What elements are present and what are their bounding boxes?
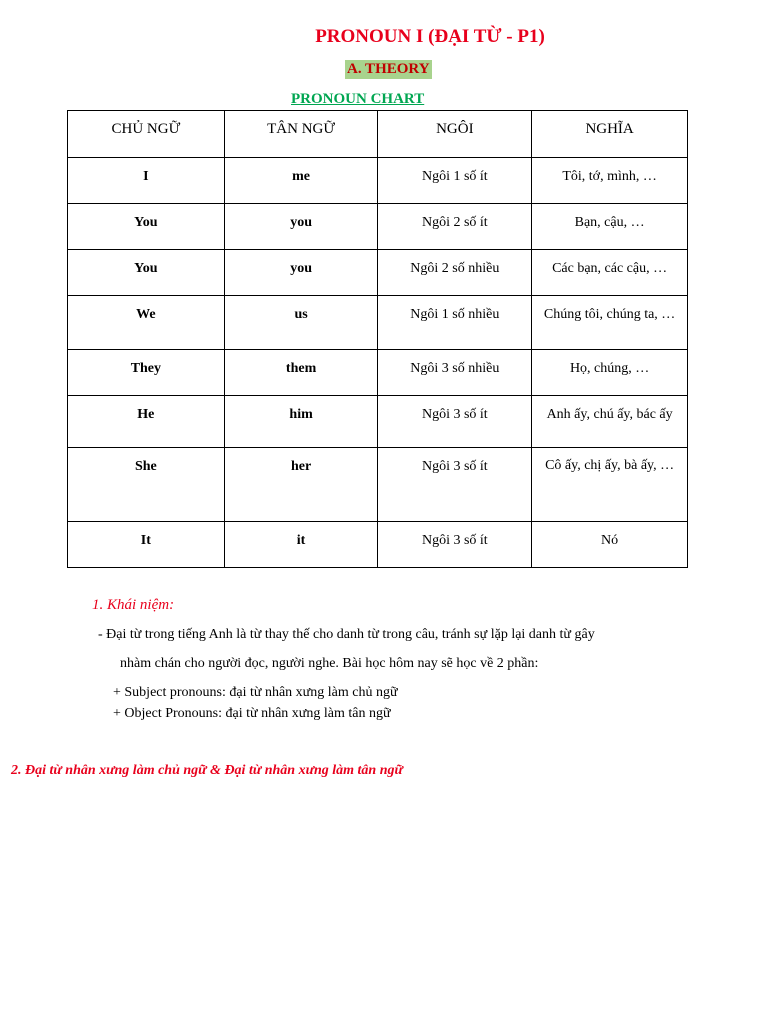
chart-title: PRONOUN CHART (291, 91, 425, 107)
concept-bullets (113, 682, 398, 724)
cell-meaning: Chúng tôi, chúng ta, … (532, 296, 688, 350)
cell-person: Ngôi 3 số ít (378, 396, 532, 448)
cell-person: Ngôi 2 số ít (378, 204, 532, 250)
table-row (68, 204, 688, 250)
section-a-heading: A. THEORY (347, 61, 430, 77)
document-title: PRONOUN I (ĐẠI TỪ - P1) (315, 26, 545, 47)
cell-meaning: Tôi, tớ, mình, … (532, 158, 688, 204)
cell-meaning: Các bạn, các cậu, … (532, 250, 688, 296)
table-row (68, 350, 688, 396)
section-2-heading: 2. Đại từ nhân xưng làm chủ ngữ & Đại từ nhân xưng làm tân ngữ (11, 763, 403, 778)
table-header-row (68, 111, 688, 158)
pronoun-table (67, 110, 688, 568)
header-meaning: NGHĨA (532, 111, 688, 158)
cell-object: him (224, 396, 378, 448)
cell-object: me (224, 158, 378, 204)
cell-meaning: Anh ấy, chú ấy, bác ấy (532, 396, 688, 448)
cell-object: her (224, 448, 378, 522)
cell-subject: They (68, 350, 225, 396)
cell-meaning: Cô ấy, chị ấy, bà ấy, … (532, 448, 688, 522)
cell-person: Ngôi 3 số ít (378, 448, 532, 522)
section-a-wrapper (345, 60, 432, 79)
concept-paragraph (98, 620, 698, 678)
cell-person: Ngôi 1 số ít (378, 158, 532, 204)
table-row (68, 448, 688, 522)
table-row (68, 158, 688, 204)
cell-subject: He (68, 396, 225, 448)
cell-object: them (224, 350, 378, 396)
cell-object: you (224, 250, 378, 296)
cell-object: it (224, 522, 378, 568)
table-row (68, 250, 688, 296)
cell-subject: We (68, 296, 225, 350)
cell-object: us (224, 296, 378, 350)
cell-subject: You (68, 204, 225, 250)
concept-heading: 1. Khái niệm: (92, 597, 175, 613)
cell-subject: It (68, 522, 225, 568)
bullet-subject-pronouns: + Subject pronouns: đại từ nhân xưng làm chủ ngữ (113, 685, 398, 700)
header-subject: CHỦ NGỮ (68, 111, 225, 158)
cell-person: Ngôi 1 số nhiều (378, 296, 532, 350)
table-row (68, 522, 688, 568)
cell-meaning: Nó (532, 522, 688, 568)
cell-person: Ngôi 3 số nhiều (378, 350, 532, 396)
cell-object: you (224, 204, 378, 250)
cell-meaning: Bạn, cậu, … (532, 204, 688, 250)
table-row (68, 296, 688, 350)
cell-meaning: Họ, chúng, … (532, 350, 688, 396)
header-person: NGÔI (378, 111, 532, 158)
cell-subject: I (68, 158, 225, 204)
header-object: TÂN NGỮ (224, 111, 378, 158)
concept-line-2: nhàm chán cho người đọc, người nghe. Bài học hôm nay sẽ học về 2 phần: (120, 656, 539, 671)
cell-subject: She (68, 448, 225, 522)
table-row (68, 396, 688, 448)
cell-subject: You (68, 250, 225, 296)
cell-person: Ngôi 3 số ít (378, 522, 532, 568)
bullet-object-pronouns: + Object Pronouns: đại từ nhân xưng làm tân ngữ (113, 706, 391, 721)
concept-line-1: - Đại từ trong tiếng Anh là từ thay thế cho danh từ trong câu, tránh sự lặp lại danh từ gây (98, 627, 595, 642)
cell-person: Ngôi 2 số nhiều (378, 250, 532, 296)
